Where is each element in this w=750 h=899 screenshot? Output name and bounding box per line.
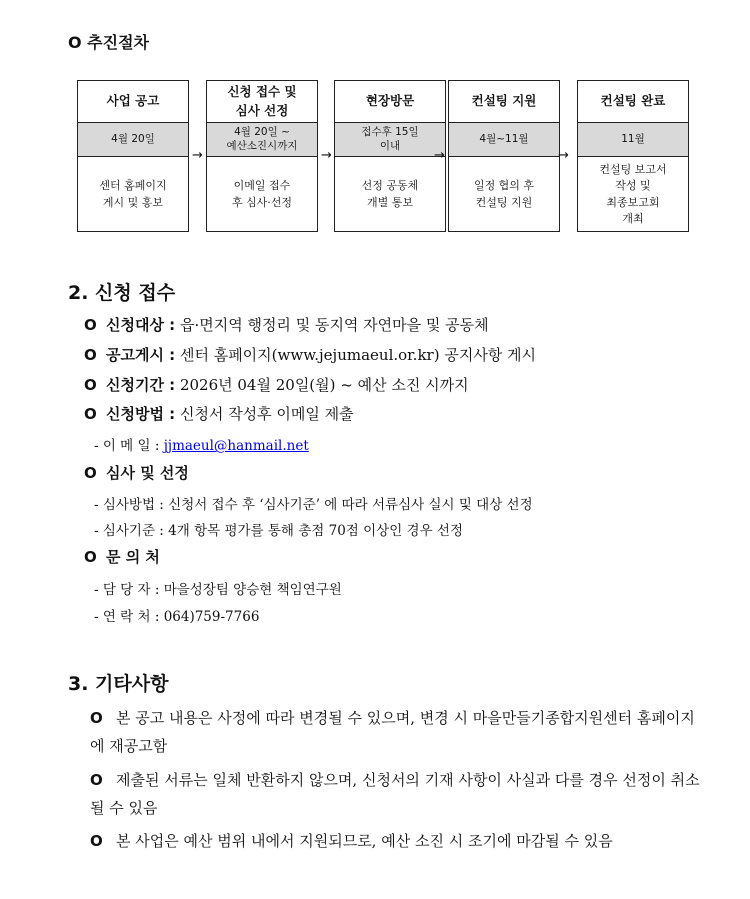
notice-paragraph (90, 704, 700, 760)
paragraph-text: 본 사업은 예산 범위 내에서 지원되므로, 예산 소진 시 조기에 마감될 수 있음 (116, 832, 613, 850)
notice-paragraph (90, 827, 700, 855)
circle-bullet-icon: O (84, 346, 97, 364)
email-line (94, 434, 309, 454)
item-label: 문 의 처 (106, 548, 160, 566)
step-date: 4월 20일 (78, 123, 188, 157)
contact-heading (84, 546, 160, 567)
circle-bullet-icon: O (90, 709, 103, 727)
procedure-step-completion (577, 80, 689, 232)
review-heading (84, 462, 189, 483)
step-title: 사업 공고 (78, 81, 188, 123)
arrow-right-icon: → (321, 148, 332, 163)
section-heading-other: 3. 기타사항 (68, 673, 169, 695)
step-title: 컨설팅 지원 (449, 81, 559, 123)
info-item-method (84, 403, 354, 424)
review-criteria: - 심사기준 : 4개 항목 평가를 통해 총점 70점 이상인 경우 선정 (94, 523, 463, 539)
circle-bullet-icon: O (90, 832, 103, 850)
arrow-right-icon: → (434, 148, 445, 163)
review-method: - 심사방법 : 신청서 접수 후 ‘심사기준’ 에 따라 서류심사 실시 및 대상 선정 (94, 497, 533, 513)
circle-bullet-icon: O (84, 316, 97, 334)
step-date: 4월 20일 ~ 예산소진시까지 (207, 123, 317, 157)
item-label: 신청기간 : (106, 376, 176, 394)
step-date: 4월~11월 (449, 123, 559, 157)
item-text: 센터 홈페이지(www.jejumaeul.or.kr) 공지사항 게시 (175, 346, 537, 364)
info-item-target (84, 314, 489, 335)
arrow-right-icon: → (558, 148, 569, 163)
section-heading-application: 2. 신청 접수 (68, 282, 176, 304)
notice-paragraph (90, 766, 700, 822)
step-description: 선정 공동체 개별 통보 (361, 179, 419, 209)
item-label: 신청방법 : (106, 405, 176, 423)
circle-bullet-icon: O (84, 376, 97, 394)
paragraph-text: 제출된 서류는 일체 반환하지 않으며, 신청서의 기재 사항이 사실과 다를 경우 선정이 취소될 수 있음 (90, 771, 700, 817)
step-description: 센터 홈페이지 게시 및 홍보 (99, 179, 167, 209)
info-item-notice (84, 344, 536, 365)
step-title: 현장방문 (335, 81, 445, 123)
contact-person: - 담 당 자 : 마을성장팀 양승현 책임연구원 (94, 582, 342, 598)
circle-bullet-icon: O (90, 771, 103, 789)
item-text: 2026년 04월 20일(월) ~ 예산 소진 시까지 (175, 376, 469, 394)
procedure-step-announcement (77, 80, 189, 232)
item-label: 신청대상 : (106, 316, 176, 334)
item-label: 공고게시 : (106, 346, 176, 364)
arrow-right-icon: → (192, 148, 203, 163)
info-item-period (84, 374, 469, 395)
procedure-title: O 추진절차 (68, 33, 149, 52)
circle-bullet-icon: O (84, 464, 97, 482)
step-date: 접수후 15일 이내 (335, 123, 445, 157)
step-date: 11월 (578, 123, 688, 157)
step-description: 이메일 접수 후 심사·선정 (231, 179, 293, 209)
circle-bullet-icon: O (84, 548, 97, 566)
item-label: 심사 및 선정 (106, 464, 189, 482)
contact-phone: - 연 락 처 : 064)759-7766 (94, 609, 260, 625)
item-text: 읍·면지역 행정리 및 동지역 자연마을 및 공동체 (175, 316, 489, 334)
step-title: 컨설팅 완료 (578, 81, 688, 123)
email-link[interactable]: jjmaeul@hanmail.net (163, 438, 309, 454)
step-description: 일정 협의 후 컨설팅 지원 (473, 179, 535, 209)
paragraph-text: 본 공고 내용은 사정에 따라 변경될 수 있으며, 변경 시 마을만들기종합지원센터 홈페이지에 재공고함 (90, 709, 695, 755)
procedure-step-application (206, 80, 318, 232)
procedure-step-site-visit (334, 80, 446, 232)
email-prefix: - 이 메 일 : (94, 438, 164, 454)
step-title: 신청 접수 및 심사 선정 (207, 81, 317, 123)
item-text: 신청서 작성후 이메일 제출 (175, 405, 354, 423)
step-description: 컨설팅 보고서 작성 및 최종보고회 개최 (599, 162, 667, 225)
circle-bullet-icon: O (84, 405, 97, 423)
procedure-step-consulting (448, 80, 560, 232)
